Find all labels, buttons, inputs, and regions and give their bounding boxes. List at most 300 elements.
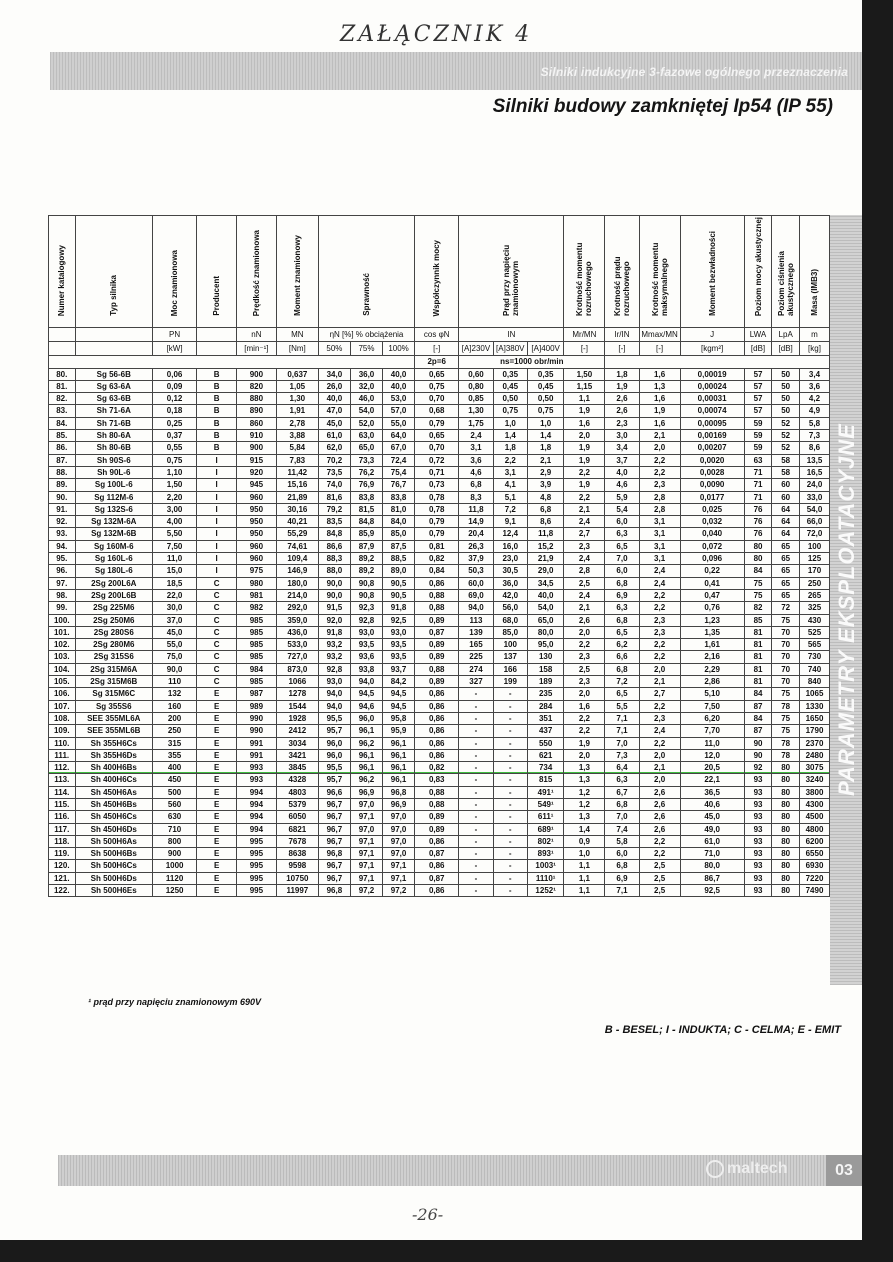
table-cell: 80 (772, 872, 800, 884)
table-row (49, 774, 830, 786)
table-cell: 7,1 (605, 885, 639, 897)
motor-parameters-table-wrap (48, 215, 830, 985)
table-cell: 80,0 (527, 626, 564, 638)
table-row (49, 491, 830, 503)
table-cell: 1,15 (564, 380, 605, 392)
table-cell: 18,5 (152, 577, 196, 589)
table-cell: - (493, 774, 527, 786)
table-cell: 80 (772, 823, 800, 835)
sym-cisn-ak: LpA (772, 328, 800, 342)
table-cell: 0,00095 (680, 417, 744, 429)
table-cell: 2,29 (680, 663, 744, 675)
sym-nr (49, 328, 76, 342)
table-cell: 991 (237, 749, 277, 761)
table-cell: 59 (744, 430, 772, 442)
table-cell: 1,6 (639, 368, 680, 380)
table-cell: 92,5 (680, 885, 744, 897)
table-cell: 359,0 (276, 614, 318, 626)
table-cell: 93. (49, 528, 76, 540)
table-cell: 2,0 (564, 688, 605, 700)
table-cell: 994 (237, 823, 277, 835)
table-cell: 110 (152, 676, 196, 688)
table-cell: C (197, 663, 237, 675)
table-cell: 6,7 (605, 786, 639, 798)
table-cell: 75 (772, 725, 800, 737)
table-cell: 2,6 (639, 823, 680, 835)
table-cell: 80 (772, 848, 800, 860)
table-cell: E (197, 737, 237, 749)
table-cell: 945 (237, 479, 277, 491)
table-cell: 920 (237, 466, 277, 478)
table-cell: 71 (744, 466, 772, 478)
col-header-cos: Współczynnik mocy (415, 216, 459, 328)
table-cell: 50 (772, 405, 800, 417)
sym-sprawnosc: ηN [%] % obciążenia (318, 328, 414, 342)
table-cell: 0,89 (415, 811, 459, 823)
table-cell: E (197, 823, 237, 835)
table-cell: 7490 (799, 885, 829, 897)
table-cell: 89,2 (350, 565, 382, 577)
table-cell: 14,9 (459, 516, 493, 528)
handwritten-page-number: -26- (412, 1205, 444, 1224)
table-cell: 105. (49, 676, 76, 688)
table-row (49, 626, 830, 638)
table-cell: 71,0 (680, 848, 744, 860)
table-cell: 5,9 (605, 491, 639, 503)
table-cell: 491¹ (527, 786, 564, 798)
table-cell: 8,3 (459, 491, 493, 503)
table-cell: 113. (49, 774, 76, 786)
table-cell: 0,12 (152, 393, 196, 405)
table-cell: 83. (49, 405, 76, 417)
table-cell: 84,8 (350, 516, 382, 528)
producer-legend: B - BESEL; I - INDUKTA; C - CELMA; E - EMIT (604, 1024, 841, 1036)
table-cell: 910 (237, 430, 277, 442)
table-cell: 80 (772, 860, 800, 872)
table-cell: 900 (237, 442, 277, 454)
col-header-nr: Numer katalogowy (49, 216, 76, 328)
table-cell: 327 (459, 676, 493, 688)
table-cell: I (197, 479, 237, 491)
table-cell: 70 (772, 676, 800, 688)
table-cell: 93,7 (383, 663, 415, 675)
table-cell: 102. (49, 639, 76, 651)
table-cell: 1,8 (527, 442, 564, 454)
table-cell: 4,1 (493, 479, 527, 491)
table-cell: 1790 (799, 725, 829, 737)
table-cell: 103. (49, 651, 76, 663)
table-cell: 2,2 (564, 725, 605, 737)
table-row (49, 798, 830, 810)
table-cell: - (493, 700, 527, 712)
table-cell: 84 (744, 688, 772, 700)
table-cell: 80 (772, 835, 800, 847)
table-cell: 0,86 (415, 700, 459, 712)
table-cell: 52,0 (350, 417, 382, 429)
table-cell: 76 (744, 503, 772, 515)
table-cell: 1252¹ (527, 885, 564, 897)
table-cell: E (197, 774, 237, 786)
table-cell: 22,1 (680, 774, 744, 786)
table-body (49, 368, 830, 897)
table-cell: Sh 450H6Cs (75, 811, 152, 823)
table-cell: 0,89 (415, 676, 459, 688)
table-cell: C (197, 639, 237, 651)
table-cell: B (197, 430, 237, 442)
table-cell: 139 (459, 626, 493, 638)
table-cell: 81 (744, 639, 772, 651)
table-cell: 727,0 (276, 651, 318, 663)
unit-moc: [kW] (152, 342, 196, 356)
table-cell: 0,86 (415, 712, 459, 724)
table-cell: 0,040 (680, 528, 744, 540)
table-cell: 1,9 (564, 479, 605, 491)
table-cell: 995 (237, 885, 277, 897)
table-cell: 15,16 (276, 479, 318, 491)
table-cell: 90,0 (318, 589, 350, 601)
table-cell: 2,0 (639, 663, 680, 675)
table-cell: 292,0 (276, 602, 318, 614)
table-cell: 96,7 (318, 811, 350, 823)
table-cell: 1,9 (564, 454, 605, 466)
table-cell: E (197, 872, 237, 884)
table-cell: 2,1 (564, 503, 605, 515)
table-cell: 93,0 (383, 626, 415, 638)
table-cell: 97,0 (350, 798, 382, 810)
table-cell: 54,0 (527, 602, 564, 614)
table-cell: 0,35 (493, 368, 527, 380)
table-cell: 106. (49, 688, 76, 700)
table-cell: - (493, 823, 527, 835)
table-cell: 0,89 (415, 639, 459, 651)
table-cell: 58 (772, 454, 800, 466)
table-cell: 90 (744, 749, 772, 761)
table-row (49, 811, 830, 823)
table-cell: 915 (237, 454, 277, 466)
table-cell: 15,0 (152, 565, 196, 577)
table-cell: 0,00074 (680, 405, 744, 417)
col-header-bezwl: Moment bezwładności (680, 216, 744, 328)
table-cell: 0,80 (459, 380, 493, 392)
table-cell: Sg 132S-6 (75, 503, 152, 515)
table-cell: 92,3 (350, 602, 382, 614)
table-cell: 11997 (276, 885, 318, 897)
sym-kr-pradu: Ir/IN (605, 328, 639, 342)
table-cell: 65 (772, 540, 800, 552)
table-cell: 0,75 (152, 454, 196, 466)
table-cell: 80 (772, 774, 800, 786)
table-cell: 0,41 (680, 577, 744, 589)
table-cell: 8,6 (527, 516, 564, 528)
table-cell: 2,2 (639, 589, 680, 601)
table-cell: 2Sg 225M6 (75, 602, 152, 614)
table-cell: 2Sg 315S6 (75, 651, 152, 663)
table-cell: 0,0090 (680, 479, 744, 491)
table-cell: 6,0 (605, 848, 639, 860)
table-cell: 1,0 (493, 417, 527, 429)
table-cell: 2Sg 280M6 (75, 639, 152, 651)
table-cell: 11,8 (527, 528, 564, 540)
table-cell: 8,6 (799, 442, 829, 454)
table-cell: 95,5 (318, 712, 350, 724)
table-cell: 97,1 (383, 872, 415, 884)
table-cell: E (197, 749, 237, 761)
table-cell: 2,4 (564, 553, 605, 565)
table-cell: 81,0 (383, 503, 415, 515)
table-cell: 54,0 (350, 405, 382, 417)
table-cell: 6,5 (605, 688, 639, 700)
table-cell: 75 (772, 712, 800, 724)
table-cell: 97,0 (383, 811, 415, 823)
table-cell: 97,2 (350, 885, 382, 897)
table-cell: 893¹ (527, 848, 564, 860)
table-cell: 0,79 (415, 528, 459, 540)
table-cell: I (197, 528, 237, 540)
table-cell: 73,5 (318, 466, 350, 478)
table-cell: 1,3 (564, 811, 605, 823)
table-cell: 1,6 (639, 417, 680, 429)
table-cell: 64 (772, 528, 800, 540)
table-cell: 984 (237, 663, 277, 675)
table-cell: 630 (152, 811, 196, 823)
table-cell: 12,4 (493, 528, 527, 540)
table-cell: 0,072 (680, 540, 744, 552)
table-cell: 1,6 (564, 700, 605, 712)
table-cell: 5,5 (605, 700, 639, 712)
table-cell: 67,0 (383, 442, 415, 454)
table-cell: 1,35 (680, 626, 744, 638)
table-cell: 2,5 (639, 860, 680, 872)
table-cell: - (493, 872, 527, 884)
table-cell: 7,2 (493, 503, 527, 515)
sym-kr-mom-max: Mmax/MN (639, 328, 680, 342)
table-cell: 75,0 (152, 651, 196, 663)
table-row (49, 516, 830, 528)
table-cell: 980 (237, 577, 277, 589)
table-cell: 96,1 (350, 762, 382, 774)
table-cell: 2412 (276, 725, 318, 737)
table-cell: - (493, 725, 527, 737)
table-cell: Sg 63-6B (75, 393, 152, 405)
table-cell: 0,25 (152, 417, 196, 429)
table-cell: 96,2 (350, 774, 382, 786)
table-cell: 0,00024 (680, 380, 744, 392)
col-header-kr-pradu: Krotność prądu rozruchowego (605, 216, 639, 328)
table-cell: 0,637 (276, 368, 318, 380)
table-cell: - (493, 798, 527, 810)
table-cell: 6,6 (605, 651, 639, 663)
sym-typ (75, 328, 152, 342)
table-cell: 93,8 (350, 663, 382, 675)
table-cell: 116. (49, 811, 76, 823)
table-cell: 95,7 (318, 725, 350, 737)
table-cell: Sg 132M-6A (75, 516, 152, 528)
table-cell: C (197, 626, 237, 638)
table-cell: 0,68 (415, 405, 459, 417)
col-header-predkosc: Prędkość znamionowa (237, 216, 277, 328)
table-cell: 110. (49, 737, 76, 749)
col-header-typ: Typ silnika (75, 216, 152, 328)
table-cell: Sh 355H6Ds (75, 749, 152, 761)
table-cell: 525 (799, 626, 829, 638)
table-cell: 93,0 (318, 676, 350, 688)
table-cell: 995 (237, 872, 277, 884)
table-cell: E (197, 848, 237, 860)
table-cell: 990 (237, 725, 277, 737)
table-cell: 7,83 (276, 454, 318, 466)
table-row (49, 602, 830, 614)
table-cell: 93,6 (350, 651, 382, 663)
table-cell: 96,2 (350, 737, 382, 749)
table-cell: 2,5 (564, 577, 605, 589)
unit-kr-mom-max: [-] (639, 342, 680, 356)
table-cell: 1,6 (639, 393, 680, 405)
table-cell: 21,9 (527, 553, 564, 565)
table-cell: 65 (772, 565, 800, 577)
table-cell: 3,9 (527, 479, 564, 491)
table-cell: 0,81 (415, 540, 459, 552)
unit-moc-ak: [dB] (744, 342, 772, 356)
table-cell: 994 (237, 811, 277, 823)
table-cell: 2,0 (639, 442, 680, 454)
table-cell: 96,1 (383, 762, 415, 774)
table-cell: 5,84 (276, 442, 318, 454)
table-cell: 7,2 (605, 676, 639, 688)
table-cell: 250 (799, 577, 829, 589)
table-cell: 78 (772, 737, 800, 749)
table-cell: 3,4 (799, 368, 829, 380)
table-cell: 2370 (799, 737, 829, 749)
table-cell: 61,0 (318, 430, 350, 442)
table-cell: 6821 (276, 823, 318, 835)
table-cell: 170 (799, 565, 829, 577)
table-cell: Sg 160L-6 (75, 553, 152, 565)
table-cell: 3800 (799, 786, 829, 798)
table-cell: 94,0 (350, 676, 382, 688)
table-cell: 97,1 (350, 848, 382, 860)
table-cell: 7,3 (799, 430, 829, 442)
table-cell: 1,05 (276, 380, 318, 392)
table-cell: 100 (799, 540, 829, 552)
table-cell: 6,8 (605, 577, 639, 589)
table-cell: 0,18 (152, 405, 196, 417)
table-cell: 37,9 (459, 553, 493, 565)
table-cell: 2,2 (639, 835, 680, 847)
table-cell: 71 (744, 479, 772, 491)
table-cell: 740 (799, 663, 829, 675)
table-cell: 2Sg 280S6 (75, 626, 152, 638)
table-cell: 118. (49, 835, 76, 847)
table-cell: 1,30 (276, 393, 318, 405)
table-cell: 86. (49, 442, 76, 454)
table-cell: 0,79 (415, 417, 459, 429)
table-cell: 355 (152, 749, 196, 761)
table-cell: 122. (49, 885, 76, 897)
table-cell: 84,0 (383, 516, 415, 528)
table-cell: 2480 (799, 749, 829, 761)
table-cell: C (197, 676, 237, 688)
table-cell: 2,86 (680, 676, 744, 688)
table-cell: 74,0 (318, 479, 350, 491)
table-cell: 6,8 (459, 479, 493, 491)
table-cell: 76,2 (350, 466, 382, 478)
table-cell: 1066 (276, 676, 318, 688)
table-cell: 76 (744, 528, 772, 540)
table-cell: - (459, 823, 493, 835)
table-cell: 130 (527, 651, 564, 663)
table-cell: 59 (744, 442, 772, 454)
table-cell: 5,1 (493, 491, 527, 503)
table-row (49, 479, 830, 491)
table-cell: 5379 (276, 798, 318, 810)
table-cell: 75 (744, 577, 772, 589)
table-cell: 4328 (276, 774, 318, 786)
table-cell: 40,21 (276, 516, 318, 528)
table-cell: B (197, 442, 237, 454)
table-cell: 689¹ (527, 823, 564, 835)
table-cell: 0,75 (527, 405, 564, 417)
table-cell: 11,0 (680, 737, 744, 749)
table-row (49, 835, 830, 847)
table-cell: 60 (772, 479, 800, 491)
table-cell: E (197, 688, 237, 700)
table-cell: 65 (772, 589, 800, 601)
table-cell: 0,88 (415, 589, 459, 601)
table-cell: 6,9 (605, 872, 639, 884)
table-cell: 1650 (799, 712, 829, 724)
table-cell: Sg 180L-6 (75, 565, 152, 577)
table-cell: 85 (744, 614, 772, 626)
table-cell: 4,2 (799, 393, 829, 405)
table-cell: 45,0 (152, 626, 196, 638)
table-cell: 72,4 (383, 454, 415, 466)
table-cell: 70 (772, 639, 800, 651)
motor-parameters-table (48, 215, 830, 897)
table-cell: 1,50 (152, 479, 196, 491)
table-cell: 96,0 (350, 712, 382, 724)
unit-nr (49, 342, 76, 356)
table-cell: 710 (152, 823, 196, 835)
table-cell: 4,6 (605, 479, 639, 491)
table-cell: 1,9 (605, 380, 639, 392)
table-cell: - (459, 872, 493, 884)
table-cell: 820 (237, 380, 277, 392)
table-cell: 0,75 (415, 380, 459, 392)
table-cell: 70 (772, 663, 800, 675)
table-cell: SEE 355ML6B (75, 725, 152, 737)
table-cell: 6,4 (605, 762, 639, 774)
table-cell: 0,79 (415, 516, 459, 528)
table-cell: 93 (744, 872, 772, 884)
table-cell: 2,2 (564, 466, 605, 478)
table-cell: 60,0 (459, 577, 493, 589)
table-cell: 54,0 (799, 503, 829, 515)
table-cell: 93 (744, 860, 772, 872)
table-cell: B (197, 417, 237, 429)
table-cell: 75 (772, 688, 800, 700)
table-row (49, 417, 830, 429)
table-cell: 84,8 (318, 528, 350, 540)
table-cell: 95,5 (318, 762, 350, 774)
table-cell: 0,88 (415, 798, 459, 810)
page-number: 03 (826, 1155, 862, 1186)
table-cell: 95,7 (318, 774, 350, 786)
table-cell: 97,1 (350, 860, 382, 872)
table-cell: 158 (527, 663, 564, 675)
unit-prod (197, 342, 237, 356)
table-cell: 1,1 (564, 860, 605, 872)
table-cell: - (459, 811, 493, 823)
